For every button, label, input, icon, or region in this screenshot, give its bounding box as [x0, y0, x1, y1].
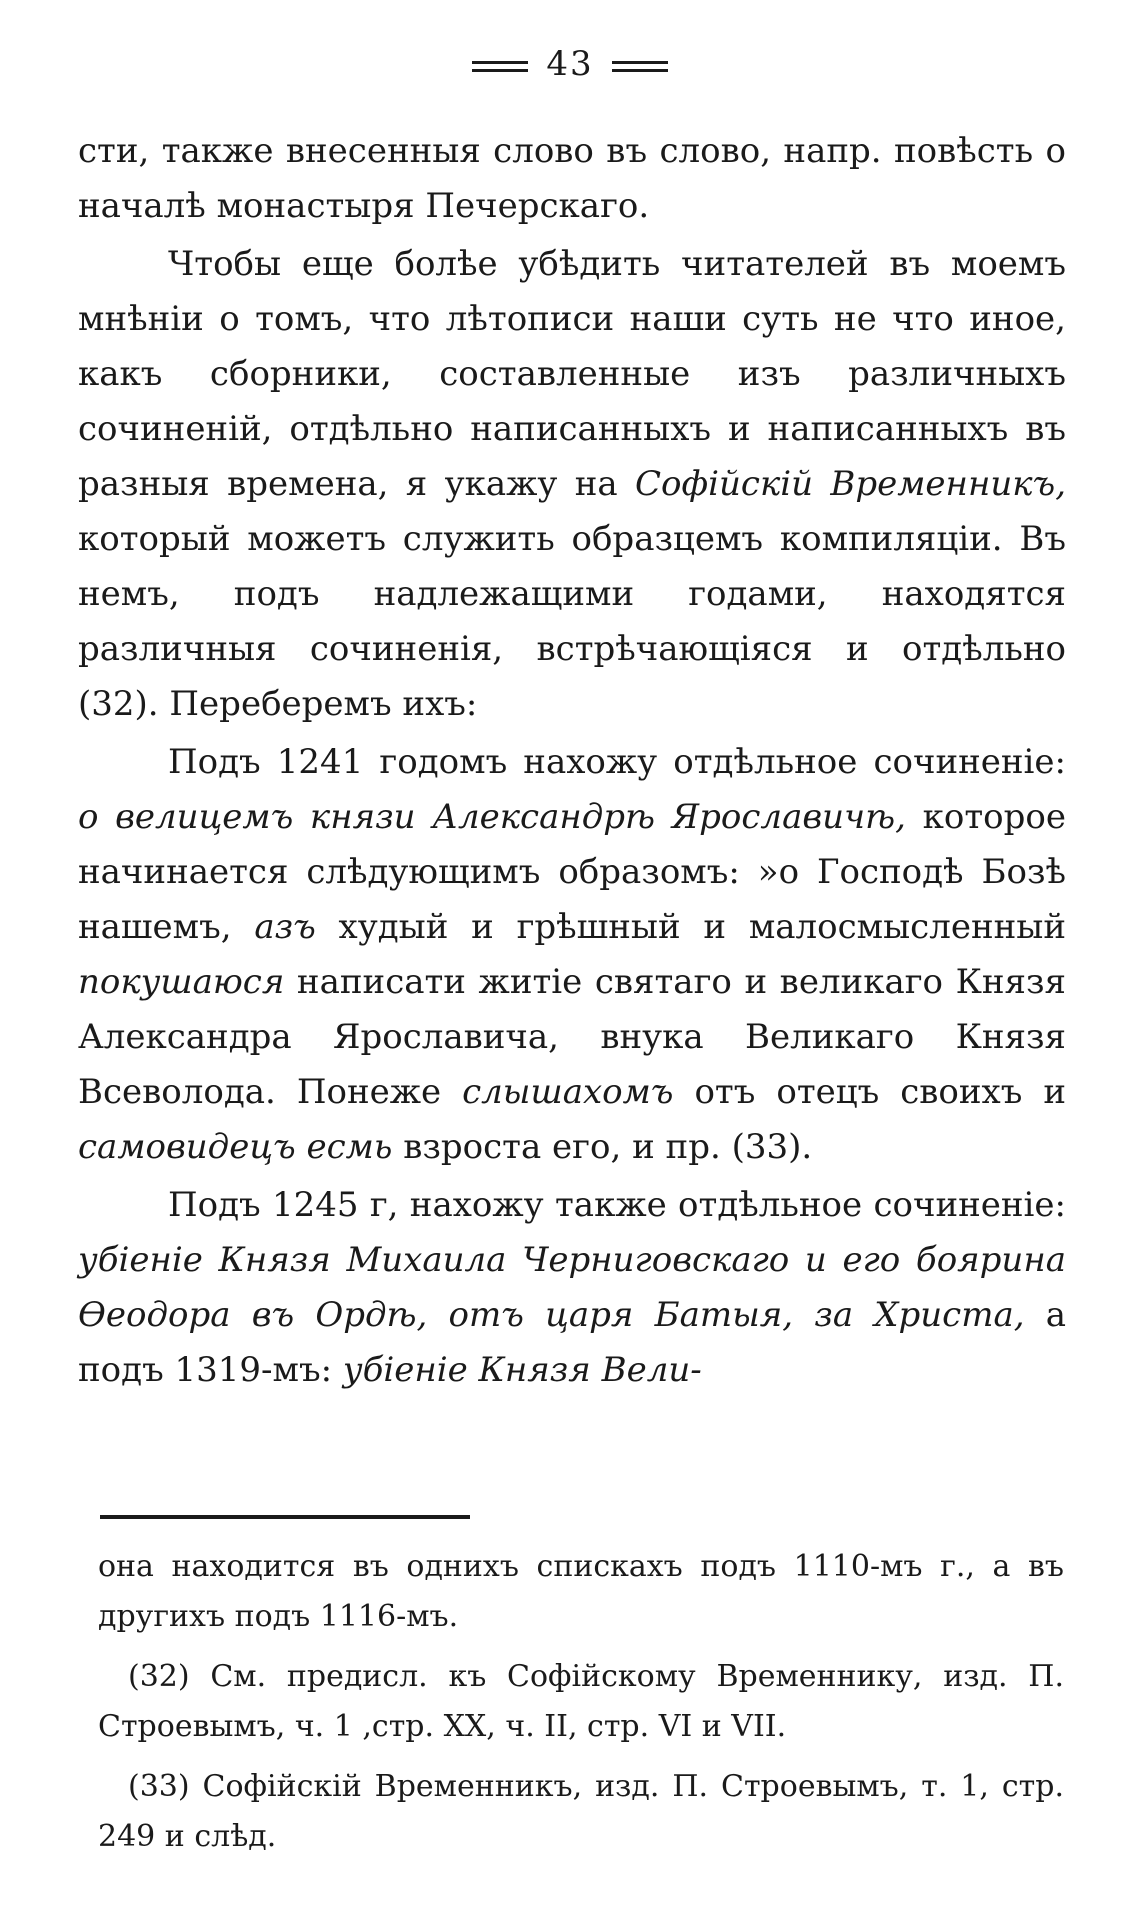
text-run: который можетъ служить образцемъ компиляціи. Въ немъ, подъ надлежащими годами, находятся различныя сочиненія, встрѣчающіяся и отдѣльно (32). Переберемъ ихъ: [78, 519, 1066, 724]
text-run: Подъ 1245 г, нахожу также отдѣльное сочиненіе: [168, 1185, 1066, 1225]
italic-phrase: азъ [254, 907, 316, 947]
paragraph-0 [78, 124, 1066, 234]
paragraph-1 [78, 237, 1066, 732]
italic-phrase: слышахомъ [462, 1072, 674, 1112]
text-run: которое начинается слѣдующимъ образомъ: »о Господѣ Бозѣ нашемъ, [78, 797, 1066, 947]
text-run: Чтобы еще болѣе убѣдить читателей въ моемъ мнѣніи о томъ, что лѣтописи наши суть не что иное, какъ сборники, составленные изъ различныхъ сочиненій, отдѣльно написанныхъ и написанныхъ въ разныя времена, я укажу на [78, 244, 1066, 504]
text-run: отъ отецъ своихъ и [673, 1072, 1066, 1112]
footnote-separator [100, 1515, 470, 1519]
footnote-continuation: она находится въ однихъ спискахъ подъ 1110-мъ г., а въ другихъ подъ 1116-мъ. [98, 1549, 1064, 1634]
italic-phrase: самовидецъ есмь [78, 1127, 393, 1167]
italic-phrase: Софійскій Временникъ, [635, 464, 1067, 504]
text-run: сти, также внесенныя слово въ слово, напр. повѣсть о началѣ монастыря Печерскаго. [78, 131, 1066, 226]
italic-phrase: о велицемъ князи Александрѣ Ярославичѣ, [78, 797, 906, 837]
header-ornament-left [472, 56, 528, 77]
footnote-33: (33) Софійскій Временникъ, изд. П. Строевымъ, т. 1, стр. 249 и слѣд. [98, 1769, 1064, 1854]
text-run: Подъ 1241 годомъ нахожу отдѣльное сочиненіе: [168, 742, 1066, 782]
text-run: написати житіе святаго и великаго Князя Александра Ярославича, внука Великаго Князя Всеволода. Понеже [78, 962, 1066, 1112]
paragraph-2 [78, 735, 1066, 1175]
paragraph-3 [78, 1178, 1066, 1398]
italic-phrase: убіеніе Князя Вели- [342, 1350, 702, 1390]
page-header [0, 44, 1140, 84]
footnotes [98, 1542, 1064, 1862]
header-ornament-right [612, 56, 668, 77]
page-number: 43 [546, 44, 594, 84]
text-run: худый и грѣшный и малосмысленный [315, 907, 1066, 947]
italic-phrase: покушаюся [78, 962, 285, 1002]
body-text [78, 124, 1066, 1398]
italic-phrase: убіеніе Князя Михаила Черниговскаго и его боярина Ѳеодора въ Ордѣ, отъ царя Батыя, за Христа, [78, 1240, 1066, 1335]
footnote-32: (32) См. предисл. къ Софійскому Временнику, изд. П. Строевымъ, ч. 1 ,стр. XX, ч. II, стр. VI и VII. [98, 1659, 1064, 1744]
text-run: взроста его, и пр. (33). [392, 1127, 813, 1167]
text-run: а подъ 1319-мъ: [78, 1295, 1066, 1390]
